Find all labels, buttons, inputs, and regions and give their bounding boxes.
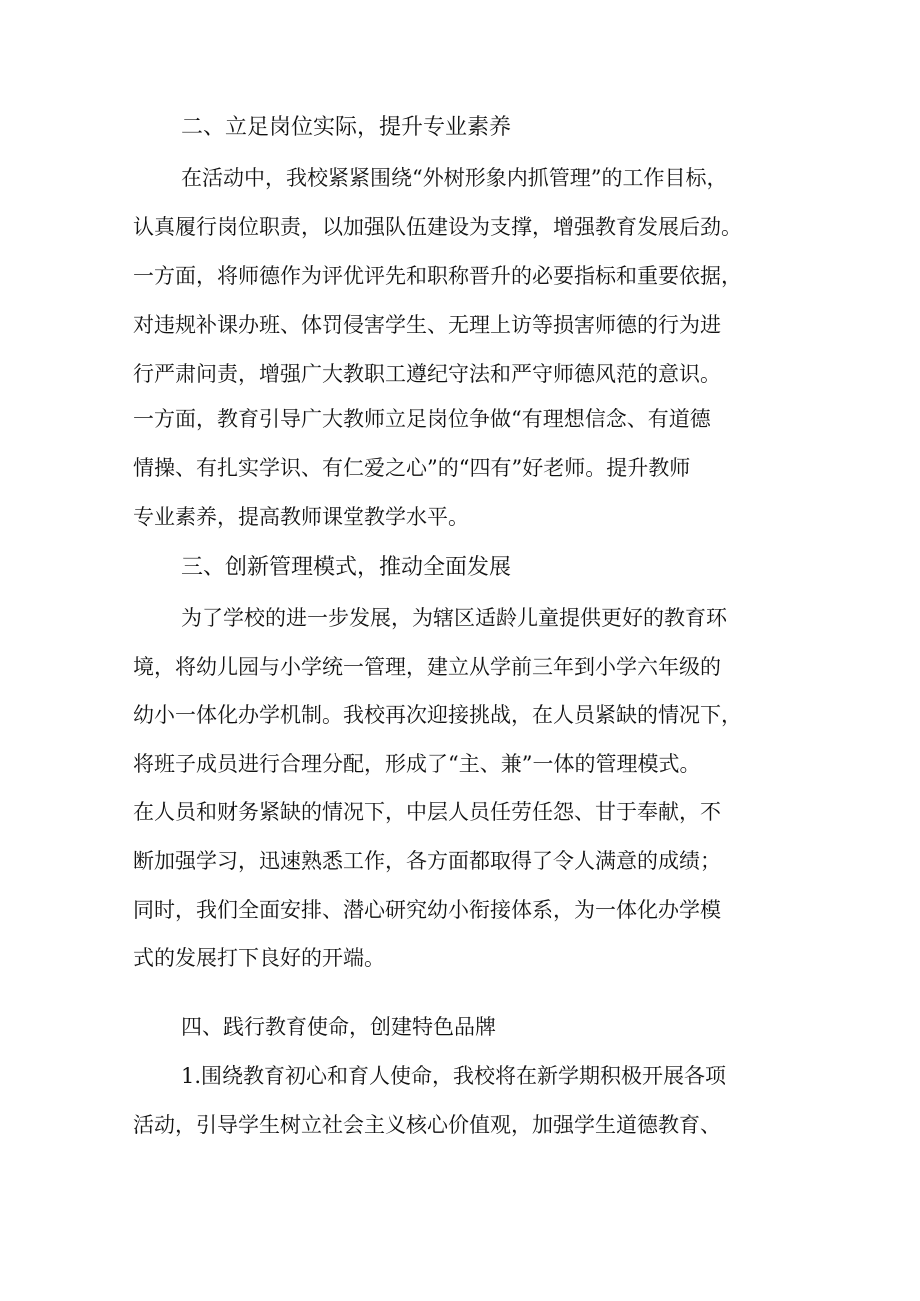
paragraph-line: 为了学校的进一步发展，为辖区适龄儿童提供更好的教育环 [181, 606, 727, 630]
paragraph-line: 情操、有扎实学识、有仁爱之心”的“四有”好老师。提升教师 [133, 456, 691, 480]
paragraph-line: 境，将幼儿园与小学统一管理，建立从学前三年到小学六年级的 [133, 655, 721, 679]
section-heading: 三、创新管理模式，推动全面发展 [181, 555, 512, 580]
paragraph-line: 认真履行岗位职责，以加强队伍建设为支撑，增强教育发展后劲。 [133, 215, 742, 239]
paragraph-line: 活动，引导学生树立社会主义核心价值观，加强学生道德教育、 [133, 1113, 721, 1137]
section-heading: 四、践行教育使命，创建特色品牌 [181, 1015, 496, 1039]
paragraph-line: 在活动中，我校紧紧围绕“外树形象内抓管理”的工作目标， [181, 166, 728, 190]
paragraph-line: 1.围绕教育初心和育人使命，我校将在新学期积极开展各项 [181, 1064, 727, 1088]
paragraph-line: 一方面，教育引导广大教师立足岗位争做“有理想信念、有道德 [133, 407, 711, 431]
paragraph-line: 幼小一体化办学机制。我校再次迎接挑战，在人员紧缺的情况下， [133, 703, 742, 727]
paragraph-line: 将班子成员进行合理分配，形成了“主、兼”一体的管理模式。 [133, 752, 701, 776]
paragraph-line: 一方面，将师德作为评优评先和职称晋升的必要指标和重要依据， [133, 264, 742, 288]
paragraph-line: 式的发展打下良好的开端。 [133, 946, 385, 970]
paragraph-line: 断加强学习，迅速熟悉工作，各方面都取得了令人满意的成绩； [133, 849, 721, 873]
paragraph-line: 专业素养，提高教师课堂教学水平。 [133, 505, 469, 529]
paragraph-line: 在人员和财务紧缺的情况下，中层人员任劳任怨、甘于奉献，不 [133, 800, 721, 824]
paragraph-line: 对违规补课办班、体罚侵害学生、无理上访等损害师德的行为进 [133, 313, 721, 337]
section-heading: 二、立足岗位实际，提升专业素养 [181, 115, 512, 140]
paragraph-line: 同时，我们全面安排、潜心研究幼小衔接体系，为一体化办学模 [133, 898, 721, 922]
paragraph-line: 行严肃问责，增强广大教职工遵纪守法和严守师德风范的意识。 [133, 362, 721, 386]
